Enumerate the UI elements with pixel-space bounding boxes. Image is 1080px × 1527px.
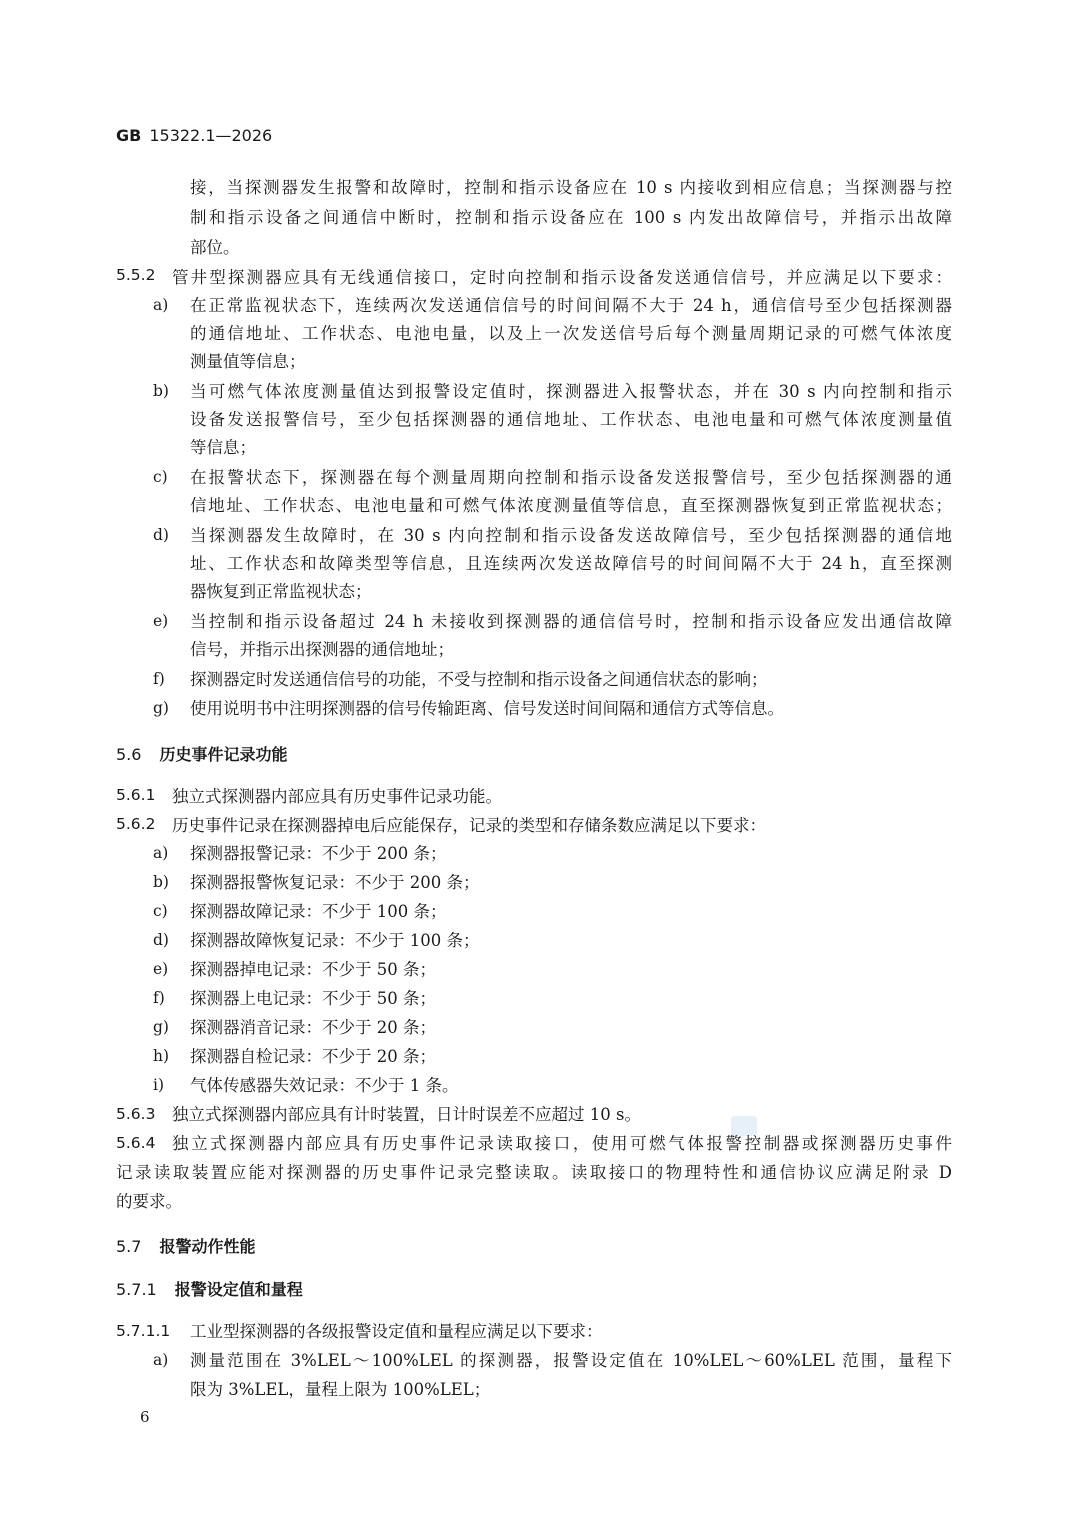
list-marker: f) — [153, 989, 165, 1007]
list-item-line: 在报警状态下，探测器在每个测量周期向控制和指示设备发送报警信号，至少包括探测器的通 — [190, 468, 952, 487]
list-marker: c) — [153, 902, 168, 920]
section-title: 报警动作性能 — [159, 1237, 256, 1256]
list-marker: a) — [153, 844, 169, 862]
document-header — [116, 126, 272, 145]
clause-number: 5.6.1 — [116, 786, 156, 804]
page-number: 6 — [140, 1408, 150, 1426]
section-title: 历史事件记录功能 — [159, 745, 288, 764]
list-marker: a) — [153, 296, 169, 314]
list-marker: f) — [153, 670, 165, 688]
list-item-line: 当探测器发生故障时，在 30 s 内向控制和指示设备发送故障信号，至少包括探测器的通信地 — [190, 526, 952, 545]
continuation-line: 接，当探测器发生报警和故障时，控制和指示设备应在 10 s 内接收到相应信息；当探测器与控 — [190, 178, 952, 197]
list-marker: b) — [153, 873, 169, 891]
list-marker: e) — [153, 960, 169, 978]
clause-number: 5.6.2 — [116, 815, 156, 833]
list-item-line: 信地址、工作状态、电池电量和可燃气体浓度测量值等信息，直至探测器恢复到正常监视状态； — [190, 496, 952, 515]
list-marker: a) — [153, 1351, 169, 1369]
list-item-text: 探测器掉电记录：不少于 50 条； — [190, 960, 436, 979]
list-item-line: 址、工作状态和故障类型等信息，且连续两次发送故障信号的时间间隔不大于 24 h，直至探测 — [190, 554, 952, 573]
subsection-title: 报警设定值和量程 — [174, 1280, 303, 1299]
list-marker: b) — [153, 382, 169, 400]
clause-text: 独立式探测器内部应具有计时装置，日计时误差不应超过 10 s。 — [172, 1105, 641, 1124]
clause-text: 独立式探测器内部应具有历史事件记录读取接口，使用可燃气体报警控制器或探测器历史事件 — [172, 1134, 952, 1153]
list-item-text: 探测器故障记录：不少于 100 条； — [190, 902, 447, 921]
list-item-text: 探测器消音记录：不少于 20 条； — [190, 1018, 436, 1037]
section-heading — [116, 742, 287, 765]
list-marker: e) — [153, 612, 169, 630]
list-marker: d) — [153, 931, 169, 949]
list-item-line: 在正常监视状态下，连续两次发送通信信号的时间间隔不大于 24 h，通信信号至少包括探测器 — [190, 296, 952, 315]
clause-text: 管井型探测器应具有无线通信接口，定时向控制和指示设备发送通信信号，并应满足以下要求： — [172, 268, 952, 287]
subsection-heading — [116, 1277, 303, 1300]
list-item-line: 使用说明书中注明探测器的信号传输距离、信号发送时间间隔和通信方式等信息。 — [190, 699, 784, 718]
continuation-line: 部位。 — [190, 238, 240, 257]
section-heading — [116, 1234, 255, 1257]
list-item-line: 当控制和指示设备超过 24 h 未接收到探测器的通信信号时，控制和指示设备应发出通信故障 — [190, 612, 952, 631]
clause-number: 5.7.1.1 — [116, 1322, 171, 1340]
clause-number: 5.6.4 — [116, 1134, 156, 1152]
list-item-line: 信号，并指示出探测器的通信地址； — [190, 640, 454, 659]
list-marker: g) — [153, 699, 169, 717]
list-item-text: 探测器上电记录：不少于 50 条； — [190, 989, 436, 1008]
clause-text: 工业型探测器的各级报警设定值和量程应满足以下要求： — [190, 1322, 603, 1341]
list-item-line: 当可燃气体浓度测量值达到报警设定值时，探测器进入报警状态，并在 30 s 内向控制和指示 — [190, 382, 952, 401]
list-item-line: 等信息； — [190, 438, 256, 457]
list-item-line: 测量值等信息； — [190, 352, 306, 371]
list-item-text: 探测器报警记录：不少于 200 条； — [190, 844, 447, 863]
section-number: 5.6 — [116, 745, 142, 764]
subsection-number: 5.7.1 — [116, 1280, 157, 1299]
list-item-line: 限为 3%LEL，量程上限为 100%LEL； — [190, 1380, 491, 1399]
clause-number: 5.5.2 — [116, 266, 156, 284]
list-item-line: 测量范围在 3%LEL～100%LEL 的探测器，报警设定值在 10%LEL～60%LEL 范围，量程下 — [190, 1351, 952, 1370]
clause-text: 的要求。 — [116, 1192, 182, 1211]
list-marker: c) — [153, 468, 168, 486]
list-item-line: 设备发送报警信号，至少包括探测器的通信地址、工作状态、电池电量和可燃气体浓度测量值 — [190, 410, 952, 429]
list-item-line: 探测器定时发送通信信号的功能，不受与控制和指示设备之间通信状态的影响； — [190, 670, 768, 689]
list-item-text: 探测器故障恢复记录：不少于 100 条； — [190, 931, 480, 950]
standard-code: GB — [116, 126, 142, 145]
list-item-text: 气体传感器失效记录：不少于 1 条。 — [190, 1076, 459, 1095]
list-item-line: 的通信地址、工作状态、电池电量，以及上一次发送信号后每个测量周期记录的可燃气体浓度 — [190, 324, 952, 343]
standard-number: 15322.1—2026 — [149, 126, 273, 145]
list-item-text: 探测器报警恢复记录：不少于 200 条； — [190, 873, 480, 892]
continuation-line: 制和指示设备之间通信中断时，控制和指示设备应在 100 s 内发出故障信号，并指示出故障 — [190, 208, 952, 227]
clause-text: 独立式探测器内部应具有历史事件记录功能。 — [172, 787, 502, 806]
list-item-line: 器恢复到正常监视状态； — [190, 582, 372, 601]
list-item-text: 探测器自检记录：不少于 20 条； — [190, 1047, 436, 1066]
section-number: 5.7 — [116, 1237, 142, 1256]
list-marker: h) — [153, 1047, 170, 1065]
clause-text: 记录读取装置应能对探测器的历史事件记录完整读取。读取接口的物理特性和通信协议应满足附录 D — [116, 1163, 952, 1182]
clause-number: 5.6.3 — [116, 1105, 156, 1123]
list-marker: g) — [153, 1018, 169, 1036]
clause-text: 历史事件记录在探测器掉电后应能保存，记录的类型和存储条数应满足以下要求： — [172, 816, 766, 835]
list-marker: d) — [153, 526, 169, 544]
list-marker: i) — [153, 1076, 165, 1094]
